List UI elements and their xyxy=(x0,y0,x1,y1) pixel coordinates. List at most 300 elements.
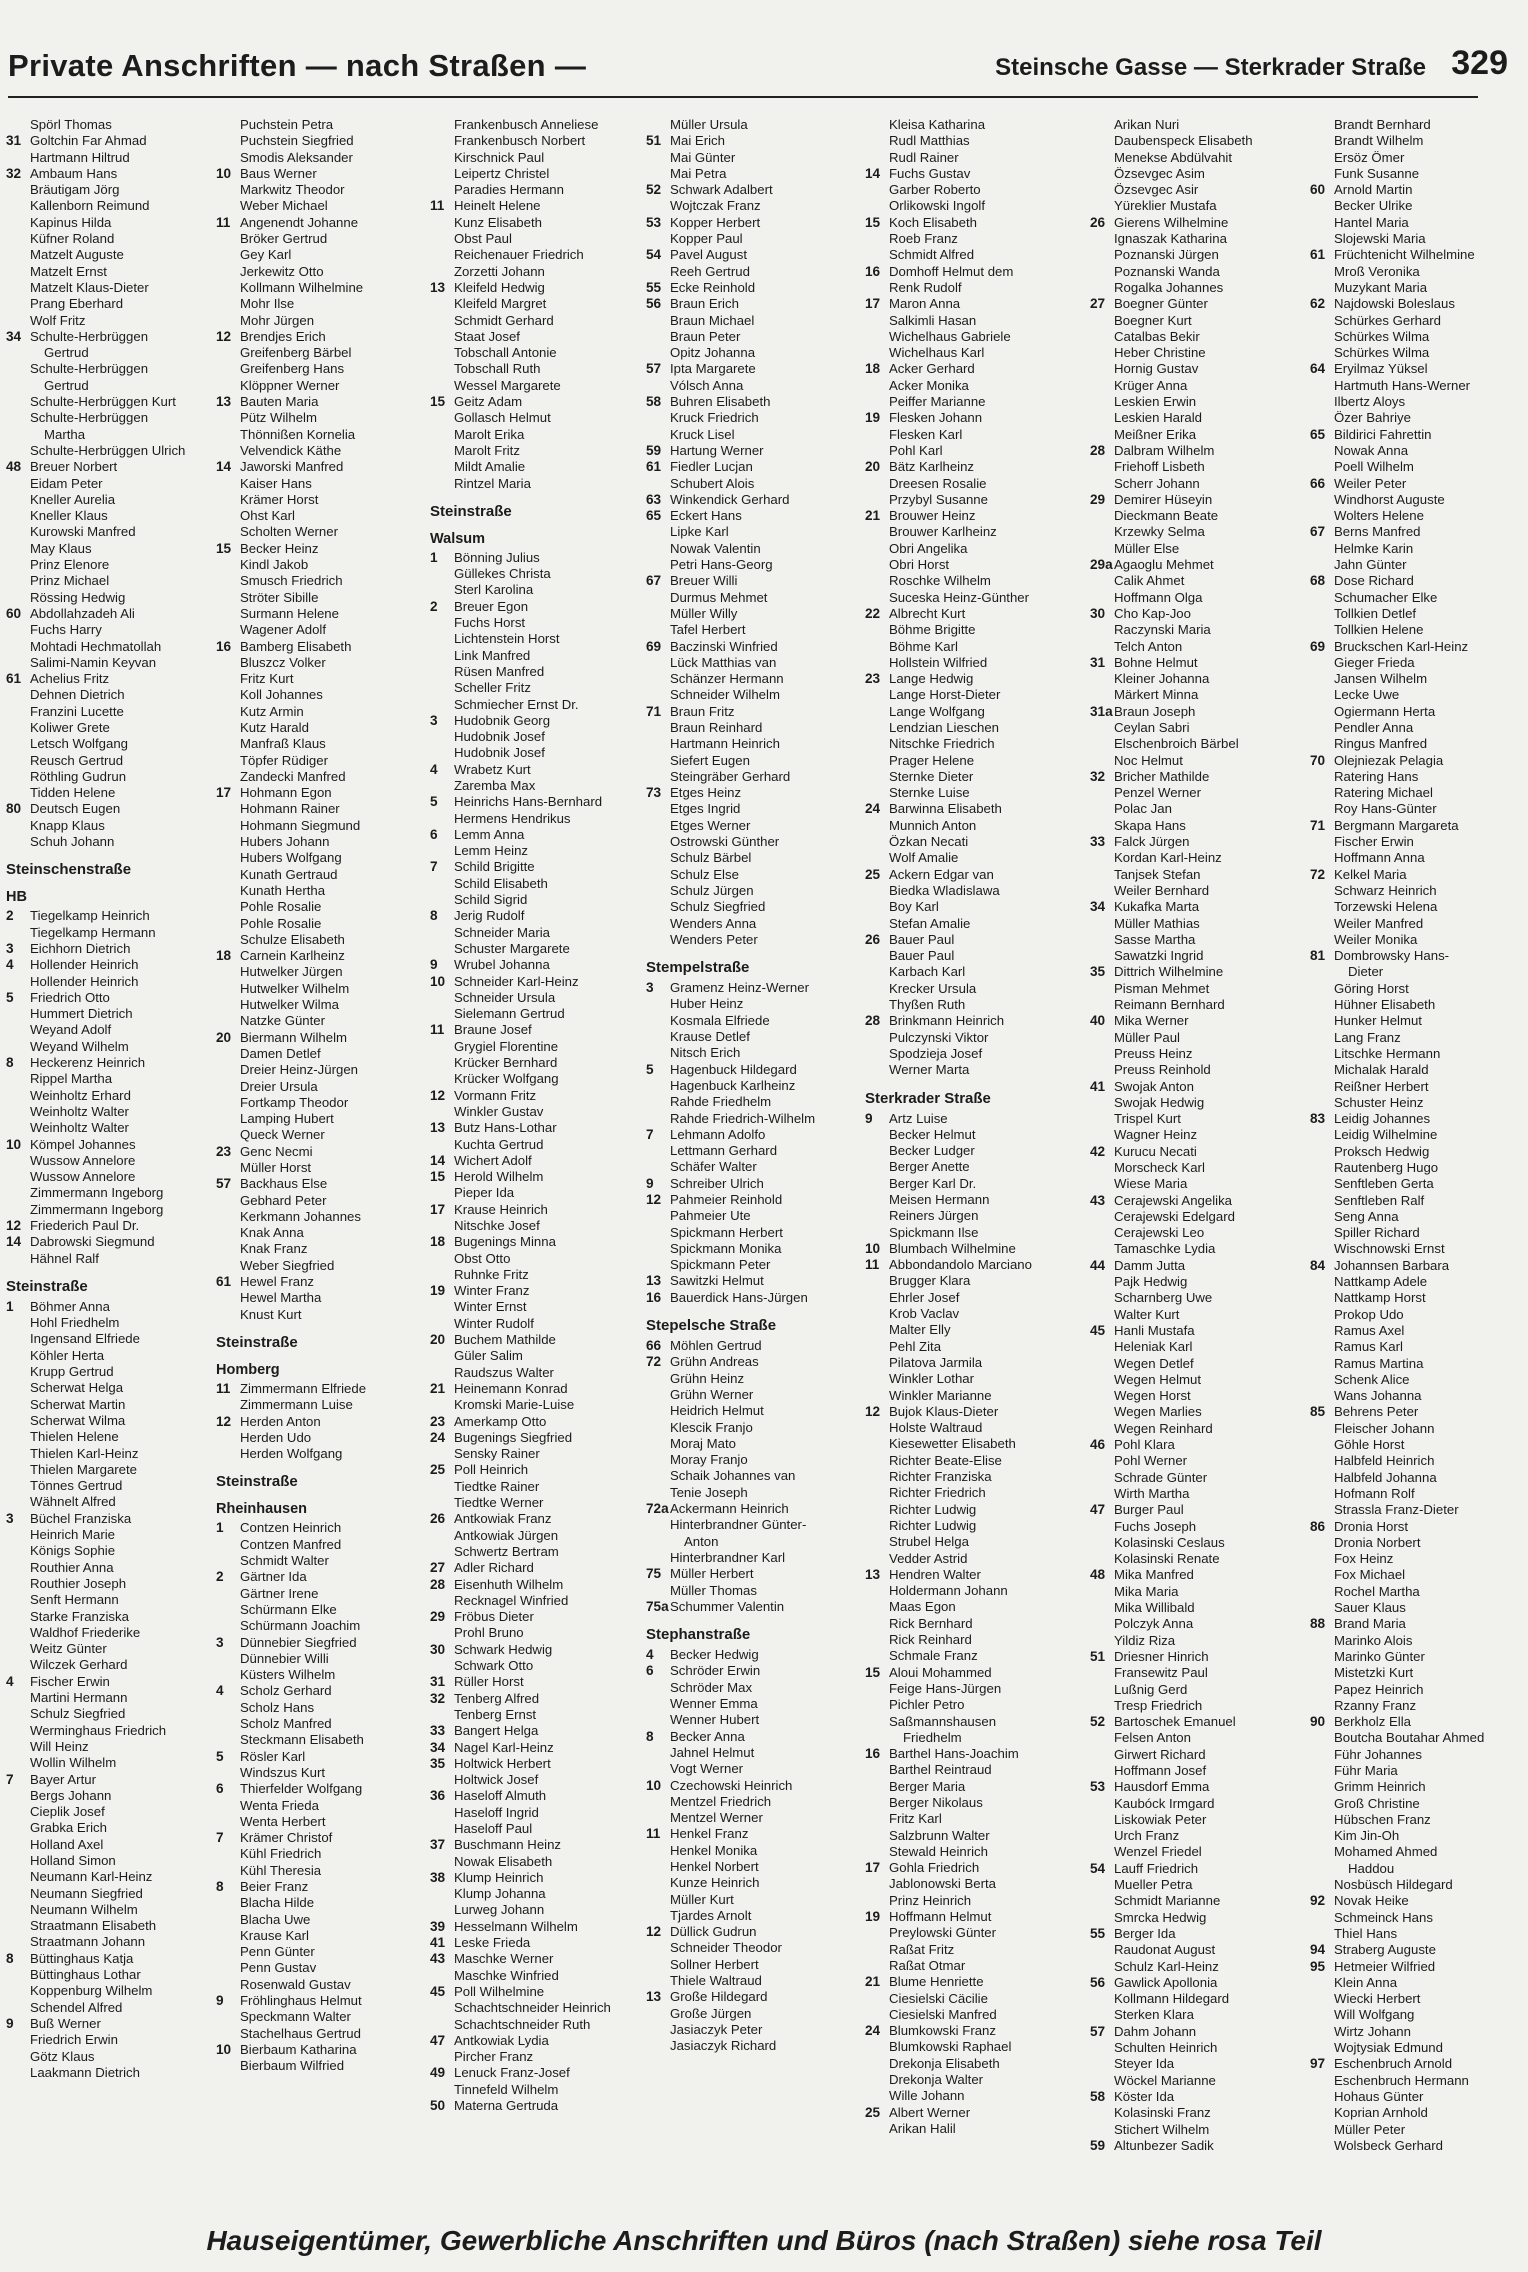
resident-entry xyxy=(1310,1844,1528,1860)
house-number: 12 xyxy=(216,1413,232,1429)
resident-entry xyxy=(216,1430,438,1446)
resident-entry xyxy=(646,704,868,720)
resident-name: Herden Wolfgang xyxy=(240,1446,343,1462)
resident-name: Geitz Adam xyxy=(454,394,523,410)
resident-entry xyxy=(216,361,438,377)
resident-entry xyxy=(430,1169,652,1185)
resident-name: Bauerdick Hans-Jürgen xyxy=(670,1289,808,1305)
resident-entry xyxy=(216,492,438,508)
resident-entry xyxy=(6,1169,228,1185)
resident-name: Becker Anna xyxy=(670,1728,745,1744)
resident-name: Nitschke Josef xyxy=(454,1218,540,1233)
resident-name: Reeh Gertrud xyxy=(670,263,750,279)
resident-name: Hartung Werner xyxy=(670,442,764,458)
resident-entry xyxy=(1090,899,1312,915)
resident-entry xyxy=(430,1560,652,1576)
resident-entry xyxy=(216,1944,438,1960)
resident-name: Kapinus Hilda xyxy=(30,214,112,230)
resident-name: Möhlen Gertrud xyxy=(670,1338,762,1354)
house-number: 56 xyxy=(646,296,662,312)
resident-entry xyxy=(1090,1698,1312,1714)
resident-entry xyxy=(1090,916,1312,932)
resident-entry xyxy=(430,1267,652,1283)
resident-entry xyxy=(646,1127,868,1143)
resident-name: Becker Helmut xyxy=(889,1126,976,1142)
resident-name: Tinnefeld Wilhelm xyxy=(454,2081,559,2097)
resident-name: Wans Johanna xyxy=(1334,1388,1422,1404)
house-number: 15 xyxy=(430,1169,446,1185)
resident-name: Kosmala Elfriede xyxy=(670,1012,770,1028)
resident-name: Kruck Lisel xyxy=(670,426,735,442)
resident-name: Röthling Gudrun xyxy=(30,768,127,784)
house-number: 75 xyxy=(646,1566,662,1582)
resident-entry xyxy=(430,2065,652,2081)
resident-entry xyxy=(6,990,228,1006)
resident-entry xyxy=(1310,1600,1528,1616)
resident-name: Schwarz Heinrich xyxy=(1334,882,1437,898)
resident-name: Eschenbruch Arnold xyxy=(1334,2056,1453,2072)
resident-entry xyxy=(216,1381,438,1397)
resident-entry xyxy=(1310,2105,1528,2121)
resident-entry xyxy=(1090,1437,1312,1453)
resident-entry xyxy=(6,925,228,941)
resident-entry xyxy=(646,622,868,638)
resident-entry xyxy=(646,1663,868,1679)
resident-name: Wagner Heinz xyxy=(1114,1127,1198,1143)
resident-entry xyxy=(6,1022,228,1038)
resident-entry xyxy=(865,1828,1087,1844)
resident-entry xyxy=(1310,2089,1528,2105)
resident-name: Aloui Mohammed xyxy=(889,1664,992,1680)
resident-entry xyxy=(646,932,868,948)
resident-name: Bauten Maria xyxy=(240,394,319,410)
resident-entry xyxy=(1090,704,1312,720)
house-number: 25 xyxy=(865,866,881,882)
resident-entry xyxy=(430,1153,652,1169)
house-number: 19 xyxy=(865,410,881,426)
resident-name: Bamberg Elisabeth xyxy=(240,638,352,654)
house-number: 66 xyxy=(646,1338,662,1354)
resident-name: Damm Jutta xyxy=(1114,1257,1186,1273)
resident-name: Jaworski Manfred xyxy=(240,459,344,475)
resident-entry xyxy=(1310,1111,1528,1127)
house-number: 21 xyxy=(430,1380,446,1396)
resident-name: Saßmannshausen xyxy=(889,1713,997,1729)
resident-name: Jasiaczyk Peter xyxy=(670,2021,763,2037)
resident-entry xyxy=(6,2016,228,2032)
resident-name: Güler Salim xyxy=(454,1348,523,1364)
resident-entry xyxy=(1090,1535,1312,1551)
resident-entry xyxy=(6,1380,228,1396)
resident-name: Abdollahzadeh Ali xyxy=(30,605,135,621)
resident-entry xyxy=(1090,1796,1312,1812)
house-number: 7 xyxy=(430,859,438,875)
resident-entry xyxy=(6,231,228,247)
resident-name: Hoffmann Anna xyxy=(1334,850,1425,866)
header-street-range: Steinsche Gasse — Sterkrader Straße xyxy=(995,54,1426,81)
resident-entry xyxy=(1090,948,1312,964)
house-number: 59 xyxy=(1090,2137,1106,2153)
resident-entry xyxy=(430,231,652,247)
resident-entry xyxy=(865,981,1087,997)
resident-entry xyxy=(646,1940,868,1956)
resident-name: Schrade Günter xyxy=(1114,1469,1208,1485)
street-heading xyxy=(216,1323,438,1355)
resident-entry xyxy=(865,1860,1087,1876)
resident-entry xyxy=(646,1176,868,1192)
resident-name: Sensky Rainer xyxy=(454,1446,540,1462)
resident-name: Maron Anna xyxy=(889,296,961,312)
house-number: 11 xyxy=(430,1022,445,1038)
house-number: 40 xyxy=(1090,1013,1106,1029)
resident-entry xyxy=(865,1665,1087,1681)
resident-name: Thielen Karl-Heinz xyxy=(30,1445,139,1461)
resident-name: Krämer Christof xyxy=(240,1830,333,1846)
resident-entry xyxy=(430,1234,652,1250)
resident-name: Damen Detlef xyxy=(240,1045,321,1061)
resident-name: Fischer Erwin xyxy=(30,1673,110,1689)
resident-name: Tiedtke Werner xyxy=(454,1495,544,1511)
resident-name: Gawlick Apollonia xyxy=(1114,1974,1218,1990)
street-name: Steinstraße xyxy=(430,502,512,520)
resident-name: Hummert Dietrich xyxy=(30,1006,133,1022)
resident-entry xyxy=(1090,1388,1312,1404)
resident-name: Pahmeier Reinhold xyxy=(670,1192,783,1207)
resident-entry xyxy=(216,459,438,475)
resident-name: Spickmann Ilse xyxy=(889,1224,979,1240)
house-number: 4 xyxy=(430,761,438,777)
resident-name: Schumacher Elke xyxy=(1334,589,1438,605)
resident-name: Zandecki Manfred xyxy=(240,768,346,784)
resident-entry xyxy=(1310,410,1528,426)
resident-entry xyxy=(6,1104,228,1120)
house-number: 97 xyxy=(1310,2056,1326,2072)
resident-entry xyxy=(646,1957,868,1973)
resident-entry xyxy=(865,1159,1087,1175)
resident-name: Hofmann Rolf xyxy=(1334,1485,1415,1501)
resident-entry xyxy=(6,1397,228,1413)
resident-entry xyxy=(1090,932,1312,948)
resident-entry xyxy=(865,785,1087,801)
resident-name: Kaiser Hans xyxy=(240,475,312,491)
resident-entry xyxy=(646,1729,868,1745)
resident-name: Schild Brigitte xyxy=(454,859,535,875)
resident-name: Marolt Erika xyxy=(454,426,525,442)
resident-name: Hohmann Egon xyxy=(240,785,332,801)
entry-continuation xyxy=(1310,964,1528,980)
resident-entry xyxy=(216,1781,438,1797)
resident-entry xyxy=(1090,313,1312,329)
resident-entry xyxy=(430,1854,652,1870)
resident-name: Roeb Franz xyxy=(889,231,958,247)
house-number: 32 xyxy=(6,165,22,181)
resident-name: Schmiecher Ernst Dr. xyxy=(454,696,579,712)
resident-entry xyxy=(865,1225,1087,1241)
resident-entry xyxy=(6,410,228,426)
resident-name: Halbfeld Johanna xyxy=(1334,1469,1437,1485)
resident-name: Gey Karl xyxy=(240,247,292,263)
resident-entry xyxy=(6,1251,228,1267)
resident-name: Schreiber Ulrich xyxy=(670,1175,764,1191)
resident-name: Köster Ida xyxy=(1114,2088,1175,2104)
house-number: 14 xyxy=(6,1234,22,1250)
resident-entry xyxy=(216,1290,438,1306)
resident-entry xyxy=(865,639,1087,655)
resident-entry xyxy=(646,247,868,263)
resident-entry xyxy=(865,231,1087,247)
resident-name: Özer Bahriye xyxy=(1334,410,1411,426)
resident-name: Smusch Friedrich xyxy=(240,573,343,589)
resident-name: Dronia Horst xyxy=(1334,1518,1409,1534)
district-name: Homberg xyxy=(216,1361,280,1378)
resident-entry xyxy=(6,1478,228,1494)
house-number: 4 xyxy=(6,1673,14,1689)
resident-entry xyxy=(216,2058,438,2074)
resident-name: Werminghaus Friedrich xyxy=(30,1722,167,1738)
house-number: 38 xyxy=(430,1869,446,1885)
resident-name: Mohr Jürgen xyxy=(240,312,315,328)
resident-entry xyxy=(646,557,868,573)
resident-name: Straatmann Elisabeth xyxy=(30,1918,157,1934)
resident-name: Tollkien Detlef xyxy=(1334,605,1417,621)
house-number: 52 xyxy=(1090,1714,1106,1730)
resident-name: Beier Franz xyxy=(240,1878,309,1894)
resident-entry xyxy=(646,899,868,915)
resident-name: Düllick Gudrun xyxy=(670,1924,757,1940)
resident-name: Poell Wilhelm xyxy=(1334,459,1414,475)
resident-name: Fuchs Harry xyxy=(30,622,102,638)
resident-name: Albert Werner xyxy=(889,2104,971,2120)
resident-name: Boy Karl xyxy=(889,899,939,915)
resident-entry xyxy=(1310,948,1528,964)
resident-name: Fröbus Dieter xyxy=(454,1609,534,1625)
house-number: 60 xyxy=(1310,182,1326,198)
resident-entry xyxy=(865,1436,1087,1452)
resident-entry xyxy=(1310,1616,1528,1632)
resident-name: Schmidt Gerhard xyxy=(454,312,554,328)
resident-name: Wojtysiak Edmund xyxy=(1334,2040,1443,2056)
resident-entry xyxy=(1090,378,1312,394)
resident-entry xyxy=(865,1632,1087,1648)
resident-entry xyxy=(6,1429,228,1445)
resident-entry xyxy=(6,622,228,638)
resident-name: Knak Franz xyxy=(240,1241,308,1257)
resident-name: Surmann Helene xyxy=(240,605,339,621)
resident-entry xyxy=(646,1875,868,1891)
resident-name: Moray Franjo xyxy=(670,1452,748,1468)
resident-entry xyxy=(1310,1193,1528,1209)
resident-entry xyxy=(430,1772,652,1788)
resident-name: Contzen Heinrich xyxy=(240,1520,342,1536)
resident-entry xyxy=(6,247,228,263)
house-number: 13 xyxy=(216,394,232,410)
resident-name: Schänzer Hermann xyxy=(670,671,784,687)
resident-name: Kirschnick Paul xyxy=(454,149,545,165)
resident-name: Meißner Erika xyxy=(1114,426,1197,442)
house-number: 29a xyxy=(1090,557,1113,573)
resident-name: Kaubóck Irmgard xyxy=(1114,1795,1215,1811)
resident-entry xyxy=(1310,2122,1528,2138)
resident-name: Papez Heinrich xyxy=(1334,1681,1424,1697)
resident-name: Weiler Manfred xyxy=(1334,915,1424,931)
house-number: 55 xyxy=(646,279,662,295)
resident-name: Tenberg Ernst xyxy=(454,1706,537,1722)
resident-entry xyxy=(430,1968,652,1984)
resident-entry xyxy=(1090,1209,1312,1225)
resident-entry xyxy=(1090,2105,1312,2121)
resident-entry xyxy=(1310,834,1528,850)
house-number: 70 xyxy=(1310,752,1326,768)
resident-entry xyxy=(6,1869,228,1885)
resident-name: Schmidt Alfred xyxy=(889,247,975,263)
resident-entry xyxy=(646,639,868,655)
resident-name: Schürmann Joachim xyxy=(240,1618,361,1634)
resident-entry xyxy=(216,1863,438,1879)
resident-name: Natzke Günter xyxy=(240,1013,326,1029)
resident-name: Mai Günter xyxy=(670,149,736,165)
resident-entry xyxy=(865,932,1087,948)
resident-entry xyxy=(6,1657,228,1673)
resident-entry xyxy=(1090,883,1312,899)
resident-name: Müller Willy xyxy=(670,605,738,621)
resident-name: Leskien Erwin xyxy=(1114,394,1197,410)
resident-entry xyxy=(1310,1942,1528,1958)
resident-name: Angenendt Johanne xyxy=(240,214,359,230)
resident-name: Biermann Wilhelm xyxy=(240,1029,347,1045)
resident-entry xyxy=(1090,182,1312,198)
resident-entry xyxy=(430,1544,652,1560)
resident-name: Hutwelker Jürgen xyxy=(240,964,343,980)
resident-name: Richter Ludwig xyxy=(889,1517,977,1533)
resident-name: Jansen Wilhelm xyxy=(1334,671,1428,687)
resident-name: Becker Ulrike xyxy=(1334,198,1413,214)
resident-name: Huber Heinz xyxy=(670,996,744,1012)
house-number: 6 xyxy=(216,1781,224,1797)
resident-name: Etges Ingrid xyxy=(670,801,741,817)
resident-entry xyxy=(430,1886,652,1902)
resident-entry xyxy=(1310,622,1528,638)
resident-name: Koppenburg Wilhelm xyxy=(30,1983,153,1999)
resident-entry xyxy=(6,1886,228,1902)
resident-entry xyxy=(6,736,228,752)
resident-entry xyxy=(1090,785,1312,801)
resident-entry xyxy=(430,378,652,394)
resident-name: Schmidt Marianne xyxy=(1114,1893,1221,1909)
resident-entry xyxy=(430,566,652,582)
resident-entry xyxy=(430,2098,652,2114)
resident-name: Rahde Friedrich-Wilhelm xyxy=(670,1110,816,1126)
resident-name: Lange Wolfgang xyxy=(889,703,985,719)
resident-entry xyxy=(1310,2138,1528,2154)
resident-name: Carnein Karlheinz xyxy=(240,948,345,964)
resident-name: Breuer Norbert xyxy=(30,459,118,475)
resident-entry xyxy=(1090,264,1312,280)
resident-name: Wolsbeck Gerhard xyxy=(1334,2137,1443,2153)
resident-name: Cerajewski Leo xyxy=(1114,1225,1205,1241)
resident-entry xyxy=(430,1365,652,1381)
resident-name: Ersöz Ömer xyxy=(1334,149,1405,165)
resident-name: Fröhlinghaus Helmut xyxy=(240,1993,362,2009)
resident-entry xyxy=(865,1551,1087,1567)
resident-name: Suceska Heinz-Günther xyxy=(889,589,1030,605)
resident-entry xyxy=(216,964,438,980)
resident-name: Scholz Gerhard xyxy=(240,1683,332,1699)
resident-name: Weber Michael xyxy=(240,198,328,214)
resident-entry xyxy=(646,476,868,492)
house-number: 4 xyxy=(6,957,14,973)
resident-name: Schmeinck Hans xyxy=(1334,1909,1433,1925)
resident-name: Schuh Johann xyxy=(30,834,115,850)
resident-entry xyxy=(1310,1535,1528,1551)
resident-entry xyxy=(1090,329,1312,345)
resident-name: Große Hildegard xyxy=(670,1989,768,2005)
resident-name: Köhler Herta xyxy=(30,1347,105,1363)
resident-name: Tiedtke Rainer xyxy=(454,1478,540,1494)
resident-name: Berger Karl Dr. xyxy=(889,1175,977,1191)
resident-name: Windhorst Auguste xyxy=(1334,491,1445,507)
resident-entry xyxy=(1090,150,1312,166)
resident-entry xyxy=(646,801,868,817)
resident-entry xyxy=(646,1094,868,1110)
resident-entry xyxy=(6,1055,228,1071)
resident-entry xyxy=(865,1974,1087,1990)
resident-entry xyxy=(1090,2073,1312,2089)
resident-name: Sasse Martha xyxy=(1114,931,1196,947)
resident-entry xyxy=(216,1667,438,1683)
resident-name: Güllekes Christa xyxy=(454,566,551,582)
house-number: 28 xyxy=(865,1013,881,1029)
resident-name: Krücker Bernhard xyxy=(454,1055,558,1071)
resident-name: Poznanski Wanda xyxy=(1114,263,1220,279)
resident-entry xyxy=(865,1420,1087,1436)
resident-entry xyxy=(216,215,438,231)
resident-entry xyxy=(1310,1046,1528,1062)
resident-name: Fuchs Gustav xyxy=(889,165,971,181)
resident-name: Leipertz Christel xyxy=(454,165,550,181)
resident-name: Matzelt Klaus-Dieter xyxy=(30,279,149,295)
resident-entry xyxy=(1090,1030,1312,1046)
resident-entry xyxy=(1090,1926,1312,1942)
resident-name: Mai Erich xyxy=(670,133,725,149)
house-number: 14 xyxy=(216,459,232,475)
resident-name: Strassla Franz-Dieter xyxy=(1334,1502,1459,1518)
resident-name: Richter Ludwig xyxy=(889,1501,977,1517)
house-number: 30 xyxy=(1090,605,1106,621)
resident-name: Kolasinski Ceslaus xyxy=(1114,1534,1225,1550)
entry-continuation xyxy=(646,1534,868,1550)
resident-name: Müller Herbert xyxy=(670,1566,754,1582)
resident-entry xyxy=(865,1909,1087,1925)
resident-entry xyxy=(430,1609,652,1625)
resident-entry xyxy=(865,2007,1087,2023)
resident-name: Heinrichs Hans-Bernhard xyxy=(454,794,603,810)
resident-name: Raudonat August xyxy=(1114,1942,1216,1958)
resident-name: Bugenings Siegfried xyxy=(454,1429,573,1445)
resident-entry xyxy=(646,1078,868,1094)
resident-entry xyxy=(430,1625,652,1641)
resident-entry xyxy=(216,916,438,932)
street-name: Stempelstraße xyxy=(646,959,750,977)
house-number: 8 xyxy=(430,908,438,924)
resident-name: Wojtczak Franz xyxy=(670,198,761,214)
street-heading xyxy=(430,492,652,524)
house-number: 72 xyxy=(646,1354,662,1370)
resident-entry xyxy=(1310,1339,1528,1355)
resident-entry xyxy=(1090,1730,1312,1746)
house-number: 7 xyxy=(6,1771,14,1787)
resident-entry xyxy=(1310,785,1528,801)
resident-entry xyxy=(865,117,1087,133)
